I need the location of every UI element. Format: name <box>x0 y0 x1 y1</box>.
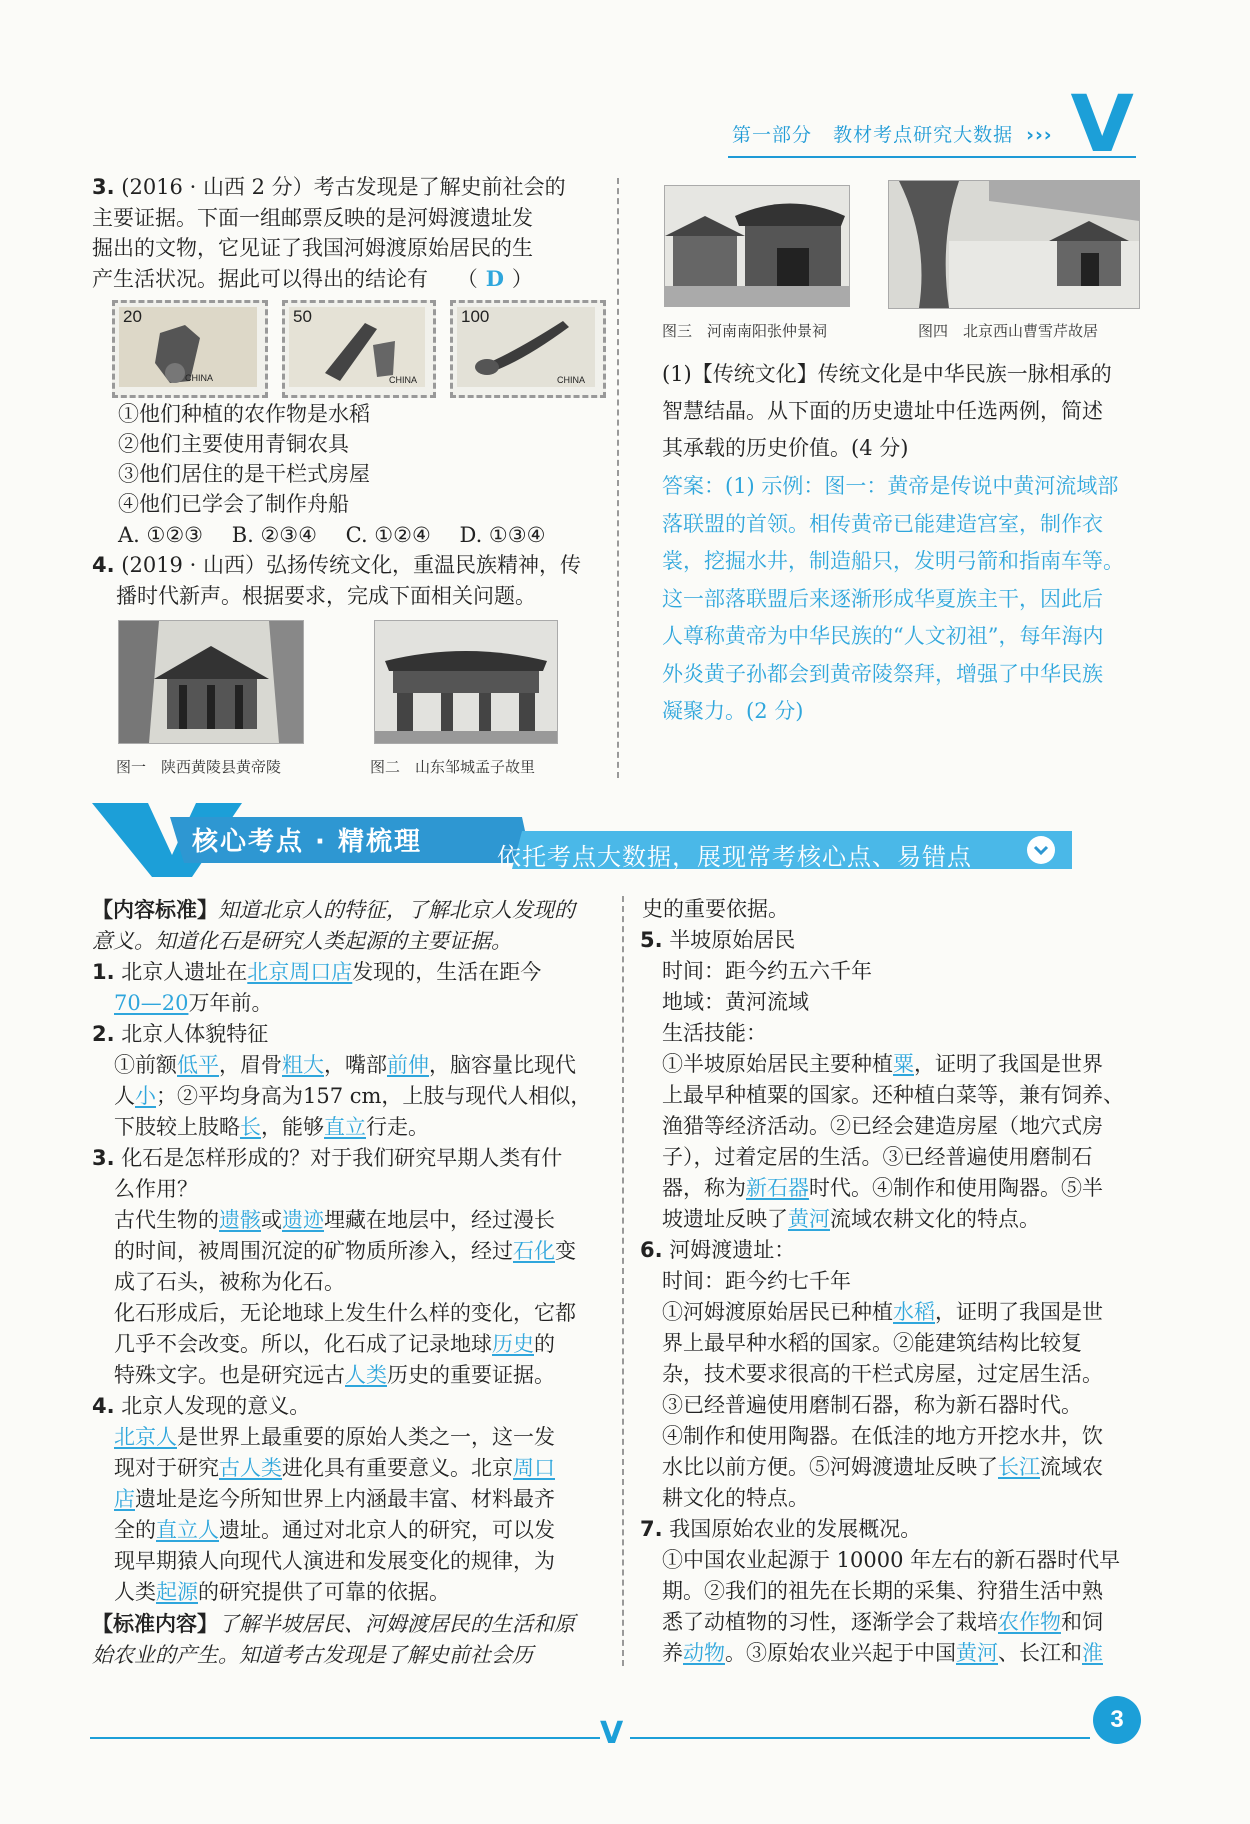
left-column <box>92 894 604 1671</box>
p4-l4-a: 全的 <box>114 1518 156 1542</box>
footer-bar <box>90 1716 1140 1756</box>
q3-paren-close: ） <box>511 266 533 291</box>
p4-blank-4: 店 <box>114 1487 135 1511</box>
p7-blank-4: 淮 <box>1082 1641 1103 1665</box>
q3-options <box>118 520 618 551</box>
std2-tag: 【标准内容】 <box>92 1611 218 1636</box>
banner-title: 核心考点 · 精梳理 <box>192 827 422 857</box>
banner-chevron-down-icon <box>1027 836 1055 864</box>
p4-l6-a: 人类 <box>114 1580 156 1604</box>
banner-subtitle: 依托考点大数据，展现常考核心点、易错点 <box>497 843 972 871</box>
q3-option-a: A. ①②③ <box>118 523 203 547</box>
stamp-3-label: CHINA <box>557 375 586 385</box>
p2-l1-a: ①前额 <box>114 1053 177 1077</box>
p3-l1-b: 或 <box>261 1208 282 1232</box>
p2-blank-4: 小 <box>135 1084 156 1108</box>
q4-sub1-line-1: (1)【传统文化】传统文化是中华民族一脉相承的 <box>662 362 1112 386</box>
stamp-2 <box>282 300 436 398</box>
p7-l4-c: 、长江和 <box>998 1641 1082 1665</box>
p3-l2: 的时间，被周围沉淀的矿物质所渗入，经过 <box>114 1239 513 1263</box>
p7-title: 我国原始农业的发展概况。 <box>669 1517 922 1541</box>
question-4 <box>92 550 607 611</box>
p5-l1-a: ①半坡原始居民主要种植 <box>662 1052 893 1076</box>
p6-blank-1: 水稻 <box>893 1300 935 1324</box>
p4-blank-2: 古人类 <box>219 1456 282 1480</box>
p7-blank-1: 农作物 <box>998 1610 1061 1634</box>
p3-l5-a: 几乎不会改变。所以，化石成了记录地球 <box>114 1332 492 1356</box>
p4-l5: 现早期猿人向现代人演进和发展变化的规律，为 <box>114 1549 555 1573</box>
q3-paren-open: （ <box>456 266 478 291</box>
p1-text-c: 万年前。 <box>188 991 273 1015</box>
p4-l2-a: 现对于研究 <box>114 1456 219 1480</box>
p3-blank-1: 遗骸 <box>219 1208 261 1232</box>
column-divider <box>617 178 619 778</box>
p2-l1-b: ，眉骨 <box>219 1053 282 1077</box>
figure-1-caption: 图一 陕西黄陵县黄帝陵 <box>116 758 282 776</box>
figure-3-photo <box>664 185 850 307</box>
p4-title: 北京人发现的意义。 <box>121 1394 311 1418</box>
right-column <box>640 894 1140 1669</box>
q4-answer <box>662 468 1142 731</box>
p5-time: 时间：距今约五六千年 <box>662 959 872 983</box>
p5-l4: 子），过着定居的生活。③已经普遍使用磨制石 <box>662 1145 1093 1169</box>
question-3 <box>92 172 602 294</box>
p2-l1-c: ，嘴部 <box>324 1053 387 1077</box>
q3-statement-3: ③他们居住的是干栏式房屋 <box>118 462 370 486</box>
footer-v-logo: V <box>600 1716 624 1751</box>
p5-blank-1: 粟 <box>893 1052 914 1076</box>
p3-l2-b: 变 <box>555 1239 576 1263</box>
p6-title: 河姆渡遗址： <box>669 1238 796 1262</box>
q3-stem-line-3: 掘出的文物，它见证了我国河姆渡原始居民的生 <box>92 236 533 260</box>
p2-l3-c: 行走。 <box>366 1115 429 1139</box>
q4-stem-line-2: 播时代新声。根据要求，完成下面相关问题。 <box>116 583 536 608</box>
q3-statement-1: ①他们种植的农作物是水稻 <box>118 402 370 426</box>
p5-title: 半坡原始居民 <box>669 928 796 952</box>
p4-l1-b: 是世界上最重要的原始人类之一，这一发 <box>177 1425 555 1449</box>
p7-l3-b: 和饲 <box>1061 1610 1103 1634</box>
p3-l1-c: 埋藏在地层中，经过漫长 <box>324 1208 555 1232</box>
q4-answer-line-2: 落联盟的首领。相传黄帝已能建造宫室，制作衣 <box>662 511 1103 536</box>
q3-stem-line-2: 主要证据。下面一组邮票反映的是河姆渡遗址发 <box>92 205 533 230</box>
p4-l2-b: 进化具有重要意义。北京 <box>282 1456 513 1480</box>
std1-text-2: 意义。知道化石是研究人类起源的主要证据。 <box>92 929 512 953</box>
p6-l3: 杂，技术要求很高的干栏式房屋，过定居生活。 <box>662 1362 1103 1386</box>
p4-l6-b: 的研究提供了可靠的依据。 <box>198 1580 450 1604</box>
header-section <box>732 120 1053 147</box>
p2-blank-1: 低平 <box>177 1053 219 1077</box>
p6-number: 6. <box>640 1238 663 1262</box>
p6-l4: ③已经普遍使用磨制石器，称为新石器时代。 <box>662 1393 1082 1417</box>
stamp-2-value: 50 <box>293 307 312 326</box>
p3-blank-4: 历史 <box>492 1332 534 1356</box>
q4-answer-line-5: 人尊称黄帝为中华民族的“人文初祖”，每年海内 <box>662 624 1104 648</box>
q4-sub1-line-3: 其承载的历史价值。(4 分) <box>662 436 909 460</box>
p6-l6-a: 水比以前方便。⑤河姆渡遗址反映了 <box>662 1455 998 1479</box>
std2-text-1: 了解半坡居民、河姆渡居民的生活和原 <box>218 1612 575 1636</box>
figure-4-photo <box>888 180 1140 309</box>
header-v-logo: V <box>1070 80 1134 170</box>
std2-text-2: 始农业的产生。知道考古发现是了解史前社会历 <box>92 1643 533 1667</box>
header-arrows: ››› <box>1026 124 1053 146</box>
p3-l3: 成了石头，被称为化石。 <box>114 1270 345 1294</box>
p5-l1-b: ，证明了我国是世界 <box>914 1052 1103 1076</box>
p2-blank-5: 长 <box>240 1115 261 1139</box>
p6-l1-b: ，证明了我国是世 <box>935 1300 1103 1324</box>
stamp-3-value: 100 <box>461 307 490 326</box>
q3-statement-2: ②他们主要使用青铜农具 <box>118 432 349 456</box>
p4-l3-b: 遗址是迄今所知世界上内涵最丰富、材料最齐 <box>135 1487 555 1511</box>
stamp-1 <box>112 300 268 398</box>
q3-answer: D <box>485 265 504 291</box>
p5-blank-2: 新石器 <box>746 1176 809 1200</box>
p7-l2: 期。②我们的祖先在长期的采集、狩猎生活中熟 <box>662 1579 1103 1603</box>
p2-l2-b: ；②平均身高为157 cm，上肢与现代人相似， <box>156 1084 592 1108</box>
p7-number: 7. <box>640 1517 663 1541</box>
p7-blank-3: 黄河 <box>956 1641 998 1665</box>
p3-l5-b: 的 <box>534 1332 555 1356</box>
std1-tag: 【内容标准】 <box>92 897 218 922</box>
p4-blank-5: 直立人 <box>156 1518 219 1542</box>
q3-statements <box>118 399 598 519</box>
p2-l2-a: 人 <box>114 1084 135 1108</box>
p6-l1-a: ①河姆渡原始居民已种植 <box>662 1300 893 1324</box>
p7-l4-b: 。③原始农业兴起于中国 <box>725 1641 956 1665</box>
p2-blank-2: 粗大 <box>282 1053 324 1077</box>
p5-number: 5. <box>640 928 663 952</box>
p7-blank-2: 动物 <box>683 1641 725 1665</box>
p2-l1-d: ，脑容量比现代 <box>429 1053 576 1077</box>
p4-blank-3: 周口 <box>513 1456 555 1480</box>
figure-1-photo <box>118 620 304 744</box>
p5-l6-a: 坡遗址反映了 <box>662 1207 788 1231</box>
p3-l4: 化石形成后，无论地球上发生什么样的变化，它都 <box>114 1301 576 1325</box>
p5-region: 地域：黄河流域 <box>662 990 809 1014</box>
figure-2-caption: 图二 山东邹城孟子故里 <box>370 758 536 776</box>
p3-blank-3: 石化 <box>513 1239 555 1263</box>
p6-l6-b: 流域农 <box>1040 1455 1103 1479</box>
p3-number: 3. <box>92 1146 115 1170</box>
p5-l5-a: 器，称为 <box>662 1176 746 1200</box>
p2-blank-3: 前伸 <box>387 1053 429 1077</box>
std1-text-1: 知道北京人的特征，了解北京人发现的 <box>218 898 575 922</box>
p3-blank-2: 遗迹 <box>282 1208 324 1232</box>
p5-l6-b: 流域农耕文化的特点。 <box>830 1207 1040 1231</box>
section-banner <box>92 795 1072 877</box>
p5-l5-b: 时代。④制作和使用陶器。⑤半 <box>809 1176 1103 1200</box>
q3-option-b: B. ②③④ <box>231 523 317 547</box>
q4-answer-line-3: 裳，挖掘水井，制造船只，发明弓箭和指南车等。 <box>662 549 1124 573</box>
stamp-3 <box>450 300 606 398</box>
q3-stem-line-4: 产生活状况。据此可以得出的结论有 <box>92 266 428 291</box>
p2-l3-b: ，能够 <box>261 1115 324 1139</box>
stamp-1-value: 20 <box>123 307 142 326</box>
p7-l3-a: 悉了动植物的习性，逐渐学会了栽培 <box>662 1610 998 1634</box>
header-title: 教材考点研究大数据 <box>833 124 1014 146</box>
page-number: 3 <box>1093 1696 1141 1744</box>
p5-l3: 渔猎等经济活动。②已经会建造房屋（地穴式房 <box>662 1114 1103 1138</box>
p4-blank-6: 起源 <box>156 1580 198 1604</box>
q3-option-d: D. ①③④ <box>459 523 546 547</box>
p6-l5: ④制作和使用陶器。在低洼的地方开挖水井，饮 <box>662 1424 1103 1448</box>
q4-answer-line-6: 外炎黄子孙都会到黄帝陵祭拜，增强了中华民族 <box>662 661 1103 686</box>
p2-number: 2. <box>92 1022 115 1046</box>
p4-l4-b: 遗址。通过对北京人的研究，可以发 <box>219 1518 555 1542</box>
p6-time: 时间：距今约七千年 <box>662 1269 851 1293</box>
q3-statement-4: ④他们已学会了制作舟船 <box>118 492 349 516</box>
figure-3-caption: 图三 河南南阳张仲景祠 <box>662 322 828 340</box>
q4-answer-line-4: 这一部落联盟后来逐渐形成华夏族主干，因此后 <box>662 586 1103 611</box>
p6-l7: 耕文化的特点。 <box>662 1486 809 1510</box>
p4-blank-1: 北京人 <box>114 1425 177 1449</box>
figure-4-caption: 图四 北京西山曹雪芹故居 <box>918 322 1099 340</box>
p2-title: 北京人体貌特征 <box>121 1022 269 1046</box>
q3-option-c: C. ①②④ <box>345 523 431 547</box>
p3-blank-5: 人类 <box>345 1363 387 1387</box>
q3-stem-line-1: (2016 · 山西 2 分）考古发现是了解史前社会的 <box>121 175 566 199</box>
p3-l1-a: 古代生物的 <box>114 1208 219 1232</box>
p2-l3-a: 下肢较上肢略 <box>114 1115 240 1139</box>
q4-number: 4. <box>92 553 115 577</box>
p3-l6-a: 特殊文字。也是研究远古 <box>114 1363 345 1387</box>
q4-stem-line-1: (2019 · 山西）弘扬传统文化，重温民族精神，传 <box>121 553 581 577</box>
p3-title-1: 化石是怎样形成的？对于我们研究早期人类有什 <box>121 1146 563 1170</box>
p6-blank-2: 长江 <box>998 1455 1040 1479</box>
lower-column-divider <box>622 896 624 1666</box>
q4-sub1-line-2: 智慧结晶。从下面的历史遗址中任选两例，简述 <box>662 399 1103 423</box>
stamp-1-label: CHINA <box>185 373 214 383</box>
p3-title-2: 么作用？ <box>114 1177 198 1201</box>
p4-number: 4. <box>92 1394 115 1418</box>
header-section-label: 第一部分 <box>732 124 813 146</box>
p1-text-a: 北京人遗址在 <box>121 960 248 984</box>
figure-2-photo <box>374 620 558 744</box>
q4-subquestion-1 <box>662 356 1142 467</box>
p6-l2: 界上最早种水稻的国家。②能建筑结构比较复 <box>662 1331 1082 1355</box>
p1-blank-1: 北京周口店 <box>247 960 353 984</box>
p1-text-b: 发现的，生活在距今 <box>352 960 542 984</box>
p3-l6-b: 历史的重要证据。 <box>387 1363 555 1387</box>
stamp-2-label: CHINA <box>389 375 418 385</box>
p1-number: 1. <box>92 960 115 984</box>
rc-continuation: 史的重要依据。 <box>642 897 789 921</box>
p5-skill: 生活技能： <box>662 1021 767 1045</box>
p2-blank-6: 直立 <box>324 1115 366 1139</box>
q4-answer-line-7: 凝聚力。(2 分) <box>662 699 804 723</box>
q4-answer-line-1: 答案：(1) 示例：图一：黄帝是传说中黄河流域部 <box>662 474 1119 498</box>
p7-l1: ①中国农业起源于 10000 年左右的新石器时代早 <box>662 1548 1121 1572</box>
q3-number: 3. <box>92 175 115 199</box>
p7-l4-a: 养 <box>662 1641 683 1665</box>
p1-blank-2: 70—20 <box>114 991 189 1015</box>
p5-blank-3: 黄河 <box>788 1207 830 1231</box>
p5-l2: 上最早种植粟的国家。还种植白菜等，兼有饲养、 <box>662 1083 1124 1107</box>
